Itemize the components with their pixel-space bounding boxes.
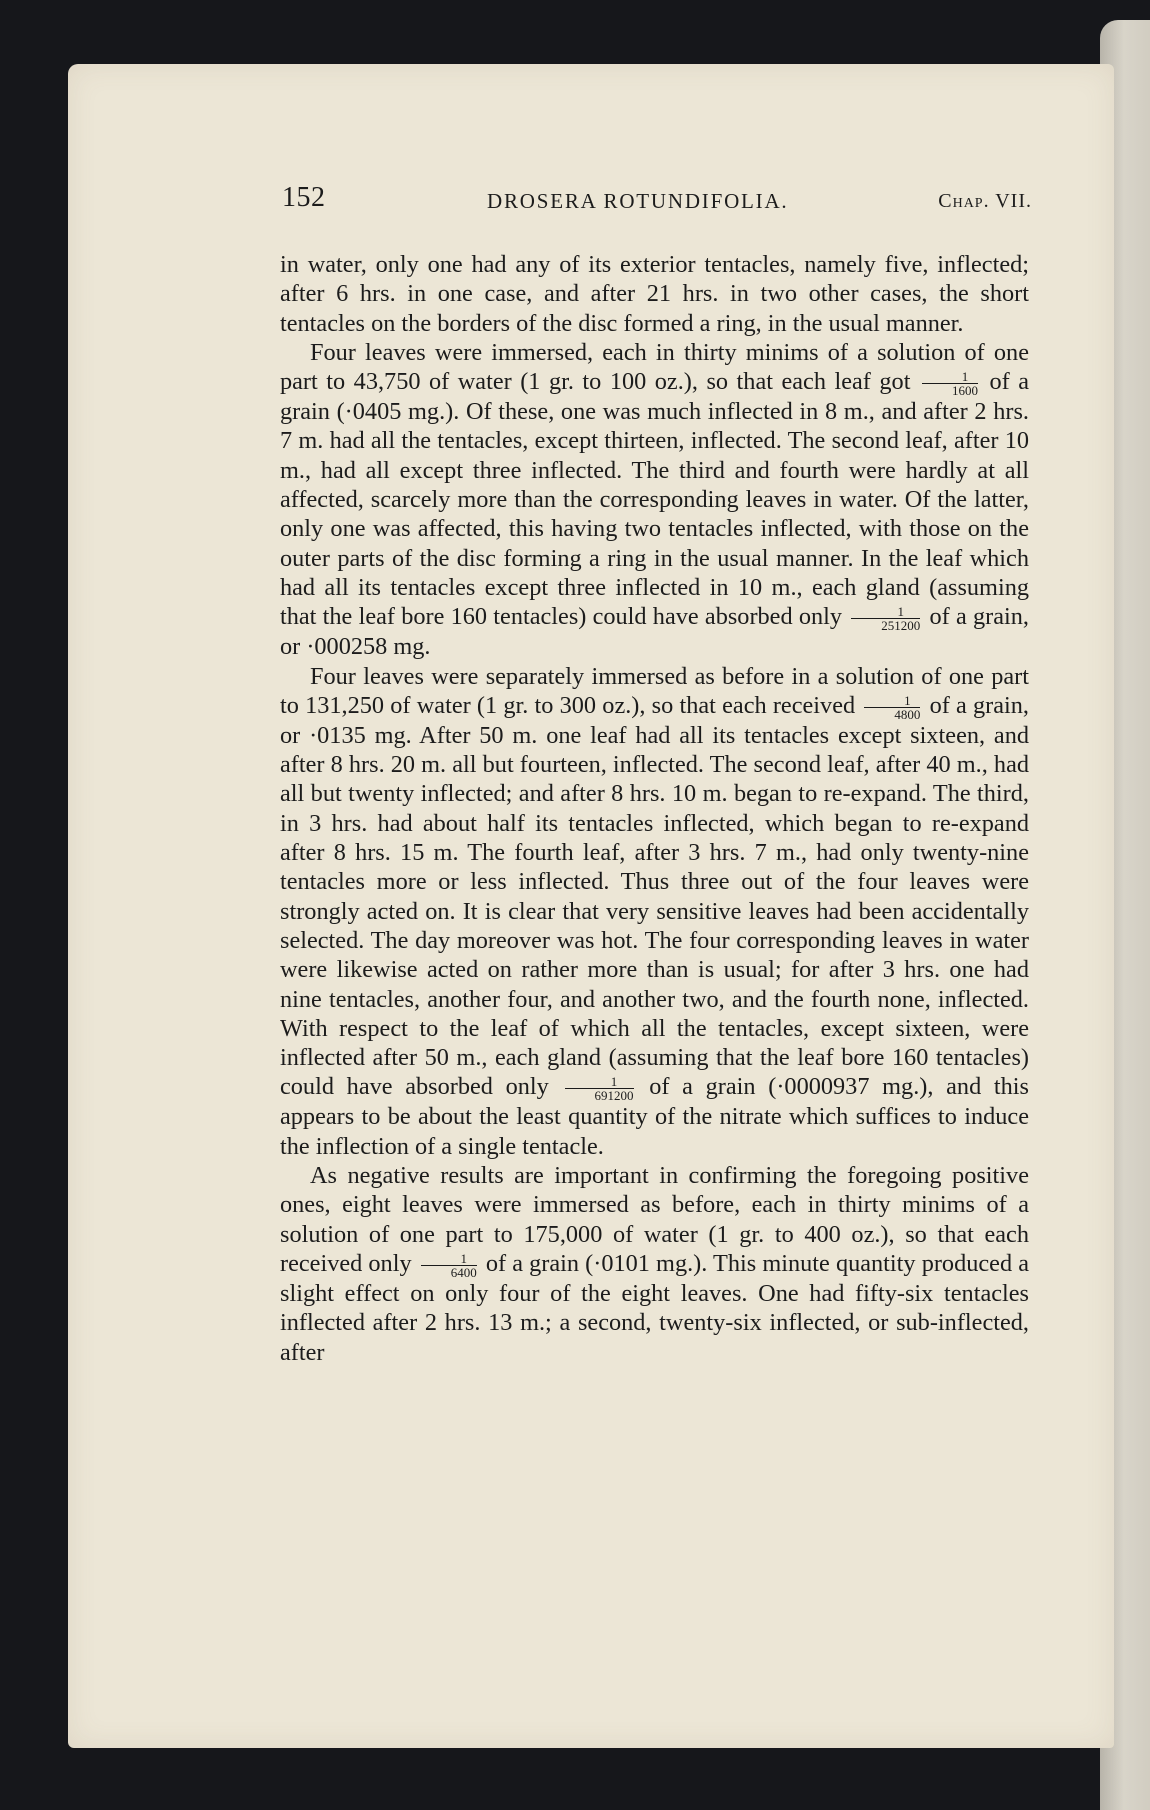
fraction-numerator: 1 [851,605,920,619]
paragraph-text: of a grain (·0000937 mg.), and this appears to be about the least quantity of the nitrate which suffices to induce the inflection of a single tentacle. [280,1073,1030,1160]
paragraph-text: As negative results are important in confirming the foregoing positive ones, eight leaves were immersed as before, each in thirty minims of a solution of one part to 175,000 of water (1 gr. to 400 oz.), so that each received only [280,1162,1029,1277]
paragraph [280,662,1029,1161]
fraction-denominator: 4800 [894,706,921,722]
fraction-denominator: 6400 [450,1264,477,1280]
fraction [565,1075,634,1102]
running-title: DROSERA ROTUNDIFOLIA. [487,189,789,213]
fraction-denominator: 251200 [881,618,921,634]
fraction [864,694,920,721]
paragraph [280,1161,1029,1367]
fraction-denominator: 691200 [594,1088,634,1104]
fraction-numerator: 1 [565,1075,634,1089]
paragraph-text: Four leaves were immersed, each in thirty minims of a solution of one part to 43,750 of water (1 gr. to 100 oz.), so that each leaf got [280,338,1029,396]
paragraph-text: of a grain (·0405 mg.). Of these, one was much inflected in 8 m., and after 2 hrs. 7 m. had all the tentacles, except thirteen, inflected. The second leaf, after 10 m., had all except three inflected. The third and fourth were hardly at all affected, scarcely more than the corresponding leaves in water. Of the latter, only one was affected, this having two tentacles inflected, with those on the outer parts of the disc forming a ring in the usual manner. In the leaf which had all its tentacles except three inflected in 10 m., each gland (assuming that the leaf bore 160 tentacles) could have absorbed only [280,368,1030,631]
paragraph-text: of a grain (·0101 mg.). This minute quantity produced a slight effect on only four of the eight leaves. One had fifty-six tentacles inflected after 2 hrs. 13 m.; a second, twenty-six inflected, or sub-inflected, after [280,1249,1029,1366]
paragraph-text: in water, only one had any of its exterior tentacles, namely five, inflected; after 6 hrs. in one case, and after 21 hrs. in two other cases, the short tentacles on the borders of the disc formed a ring, in the usual manner. [280,251,1029,337]
fraction [421,1252,477,1279]
fraction-numerator: 1 [864,694,920,708]
paragraph-text: Four leaves were separately immersed as before in a solution of one part to 131,250 of water (1 gr. to 300 oz.), so that each received [280,662,1029,719]
paragraph [280,250,1029,338]
paragraph-text: of a grain, or ·0135 mg. After 50 m. one leaf had all its tentacles except sixteen, and after 8 hrs. 20 m. all but fourteen, inflected. The second leaf, after 40 m., had all but twenty inflected; and after 8 hrs. 10 m. began to re-expand. The third, in 3 hrs. had about half its tentacles inflected, which began to re-expand after 8 hrs. 15 m. The fourth leaf, after 3 hrs. 7 m., had only twenty-nine tentacles more or less inflected. Thus three out of the four leaves were strongly acted on. It is clear that very sensitive leaves had been accidentally selected. The day moreover was hot. The four corresponding leaves in water were likewise acted on rather more than is usual; for after 3 hrs. one had nine tentacles, another four, and another two, and the fourth none, inflected. With respect to the leaf of which all the tentacles, except sixteen, were inflected after 50 m., each gland (assuming that the leaf bore 160 tentacles) could have absorbed only [280,691,1030,1101]
fraction-numerator: 1 [922,370,978,384]
page-header [282,182,1032,222]
fraction-denominator: 1600 [951,383,978,399]
fraction-numerator: 1 [421,1252,477,1266]
chapter-label: Chap. VII. [938,190,1032,212]
paragraph [280,338,1029,662]
paragraph-text: of a grain, or ·000258 mg. [280,603,1029,661]
fraction [851,605,920,632]
body-text [280,250,1029,1367]
page-number: 152 [282,182,326,213]
fraction [922,370,978,397]
